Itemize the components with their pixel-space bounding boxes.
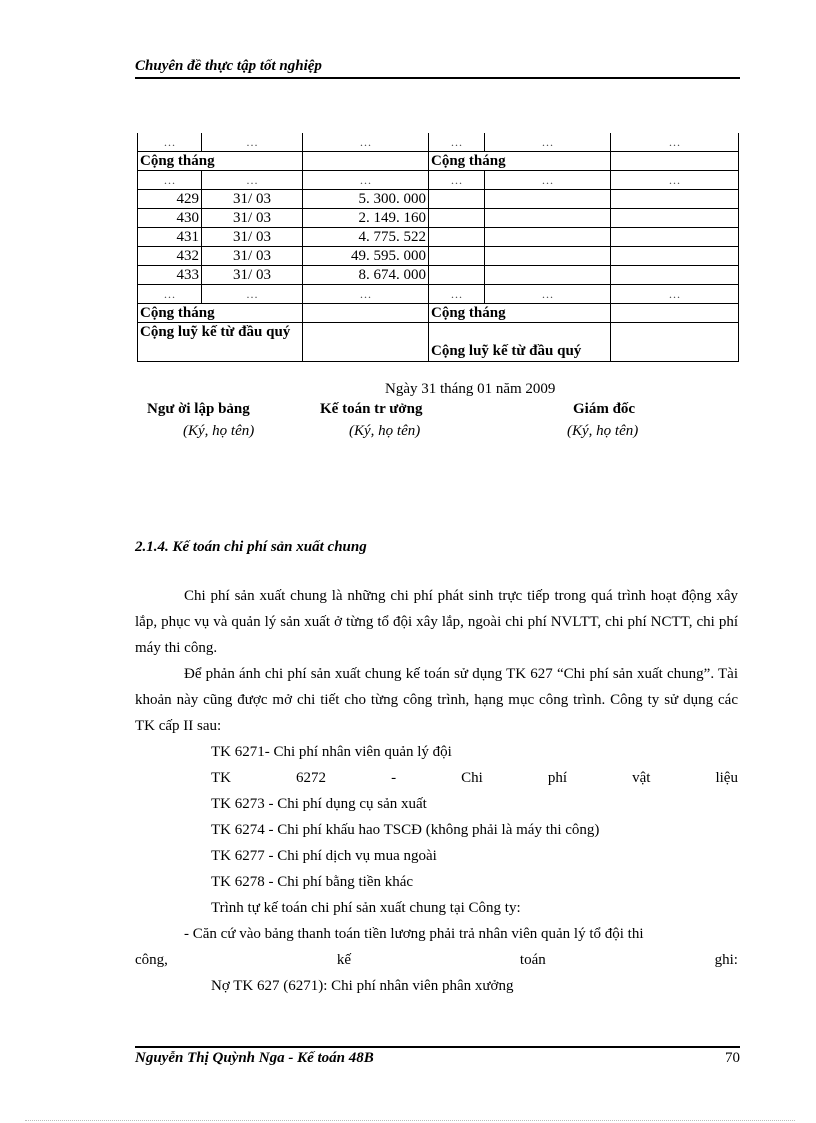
amount-cell: 2. 149. 160 (303, 209, 429, 228)
ellipsis-cell: … (303, 285, 429, 304)
signature-date: Ngày 31 tháng 01 năm 2009 (385, 381, 556, 397)
account-6277: TK 6277 - Chi phí dịch vụ mua ngoài (211, 848, 437, 864)
header-title: Chuyên đề thực tập tốt nghiệp (135, 58, 322, 74)
ellipsis-cell: … (611, 171, 739, 190)
empty-cell (611, 266, 739, 285)
paragraph-1: Chi phí sản xuất chung là những chi phí phát sinh trực tiếp trong quá trình hoạt động xây lắp, phục vụ và quản lý sản xuất ở từng tổ đội xây lắp, ngoài chi phí NVLTT, chi phí NCTT, chi phí máy thi công. (135, 588, 738, 656)
ledger-row (138, 209, 739, 228)
continuation-word: ghi: (714, 952, 738, 968)
account-6272-word: Chi (461, 770, 483, 786)
account-6272-word: phí (547, 770, 568, 786)
amount-cell: 5. 300. 000 (303, 190, 429, 209)
voucher-date: 31/ 03 (202, 209, 303, 228)
empty-cell (611, 247, 739, 266)
amount-cell: 4. 775. 522 (303, 228, 429, 247)
ledger-row (138, 304, 739, 323)
director-label: Giám đốc (573, 401, 636, 417)
chief-accountant-label: Kế toán tr ưởng (320, 401, 423, 417)
ledger-row (138, 133, 739, 152)
empty-cell (611, 152, 739, 171)
ledger-row (138, 152, 739, 171)
ellipsis-cell: … (611, 285, 739, 304)
voucher-number: 433 (138, 266, 202, 285)
preparer-sign-note: (Ký, họ tên) (183, 423, 255, 439)
empty-cell (485, 190, 611, 209)
empty-cell (611, 323, 739, 362)
ellipsis-cell: … (138, 171, 202, 190)
ellipsis-cell: … (429, 171, 485, 190)
page-edge-divider (25, 1120, 795, 1121)
empty-cell (485, 247, 611, 266)
empty-cell (611, 228, 739, 247)
empty-cell (429, 190, 485, 209)
voucher-date: 31/ 03 (202, 190, 303, 209)
ledger-row (138, 285, 739, 304)
ellipsis-cell: … (485, 171, 611, 190)
voucher-date: 31/ 03 (202, 247, 303, 266)
voucher-date: 31/ 03 (202, 228, 303, 247)
page-number: 70 (725, 1050, 740, 1066)
accountant-sign-note: (Ký, họ tên) (349, 423, 421, 439)
empty-cell (485, 266, 611, 285)
account-6274: TK 6274 - Chi phí khấu hao TSCĐ (không phải là máy thi công) (211, 822, 600, 838)
monthly-total-label: Cộng tháng (429, 152, 611, 171)
ledger-row (138, 323, 739, 362)
account-6271: TK 6271- Chi phí nhân viên quản lý đội (211, 744, 452, 760)
cumulative-total-label: Cộng luỹ kế từ đầu quý (429, 323, 611, 362)
ellipsis-cell: … (303, 133, 429, 152)
bullet-1-continuation (135, 947, 738, 973)
body-text (135, 583, 738, 999)
ellipsis-cell: … (611, 133, 739, 152)
empty-cell (303, 152, 429, 171)
ledger-row (138, 266, 739, 285)
account-6272-word: - (391, 770, 397, 786)
account-6272-word: liệu (715, 770, 738, 786)
empty-cell (429, 228, 485, 247)
empty-cell (611, 304, 739, 323)
section-title: 2.1.4. Kế toán chi phí sản xuất chung (135, 539, 367, 555)
page-footer (135, 1046, 740, 1067)
ellipsis-cell: … (202, 285, 303, 304)
footer-author: Nguyễn Thị Quỳnh Nga - Kế toán 48B (135, 1050, 374, 1066)
empty-cell (429, 247, 485, 266)
account-6272 (135, 765, 738, 791)
voucher-number: 429 (138, 190, 202, 209)
ellipsis-cell: … (429, 285, 485, 304)
continuation-word: công, (135, 952, 168, 968)
page-header (135, 58, 740, 79)
empty-cell (611, 209, 739, 228)
ellipsis-cell: … (303, 171, 429, 190)
ellipsis-cell: … (138, 133, 202, 152)
voucher-number: 431 (138, 228, 202, 247)
amount-cell: 49. 595. 000 (303, 247, 429, 266)
empty-cell (303, 323, 429, 362)
ledger-row (138, 247, 739, 266)
empty-cell (429, 209, 485, 228)
preparer-label: Ngư ời lập bảng (147, 401, 250, 417)
ellipsis-cell: … (138, 285, 202, 304)
director-sign-note: (Ký, họ tên) (567, 423, 639, 439)
empty-cell (485, 228, 611, 247)
empty-cell (485, 209, 611, 228)
cumulative-total-label: Cộng luỹ kế từ đầu quý (138, 323, 303, 362)
continuation-word: toán (519, 952, 546, 968)
account-6278: TK 6278 - Chi phí bằng tiền khác (211, 874, 414, 890)
ledger-row (138, 171, 739, 190)
account-6272-word: vật (632, 770, 651, 786)
paragraph-2: Để phản ánh chi phí sản xuất chung kế toán sử dụng TK 627 “Chi phí sản xuất chung”. Tài khoản này cũng được mở chi tiết cho từng công trình, hạng mục công trình. Công ty sử dụng các TK cấp II sau: (135, 666, 738, 734)
voucher-number: 430 (138, 209, 202, 228)
ellipsis-cell: … (202, 133, 303, 152)
monthly-total-label: Cộng tháng (429, 304, 611, 323)
account-6272-word: TK (211, 770, 231, 786)
bullet-1: - Căn cứ vào bảng thanh toán tiền lương phải trả nhân viên quản lý tổ đội thi (184, 926, 644, 942)
ellipsis-cell: … (485, 285, 611, 304)
ellipsis-cell: … (429, 133, 485, 152)
continuation-word: kế (336, 952, 351, 968)
ledger-row (138, 190, 739, 209)
empty-cell (303, 304, 429, 323)
sequence-heading: Trình tự kế toán chi phí sản xuất chung tại Công ty: (211, 900, 521, 916)
ellipsis-cell: … (202, 171, 303, 190)
empty-cell (429, 266, 485, 285)
monthly-total-label: Cộng tháng (138, 152, 303, 171)
empty-cell (611, 190, 739, 209)
amount-cell: 8. 674. 000 (303, 266, 429, 285)
monthly-total-label: Cộng tháng (138, 304, 303, 323)
account-6272-word: 6272 (296, 770, 327, 786)
voucher-number: 432 (138, 247, 202, 266)
voucher-date: 31/ 03 (202, 266, 303, 285)
account-6273: TK 6273 - Chi phí dụng cụ sản xuất (211, 796, 427, 812)
journal-entry: Nợ TK 627 (6271): Chi phí nhân viên phân xưởng (211, 978, 514, 994)
ellipsis-cell: … (485, 133, 611, 152)
ledger-table (137, 133, 739, 362)
ledger-row (138, 228, 739, 247)
